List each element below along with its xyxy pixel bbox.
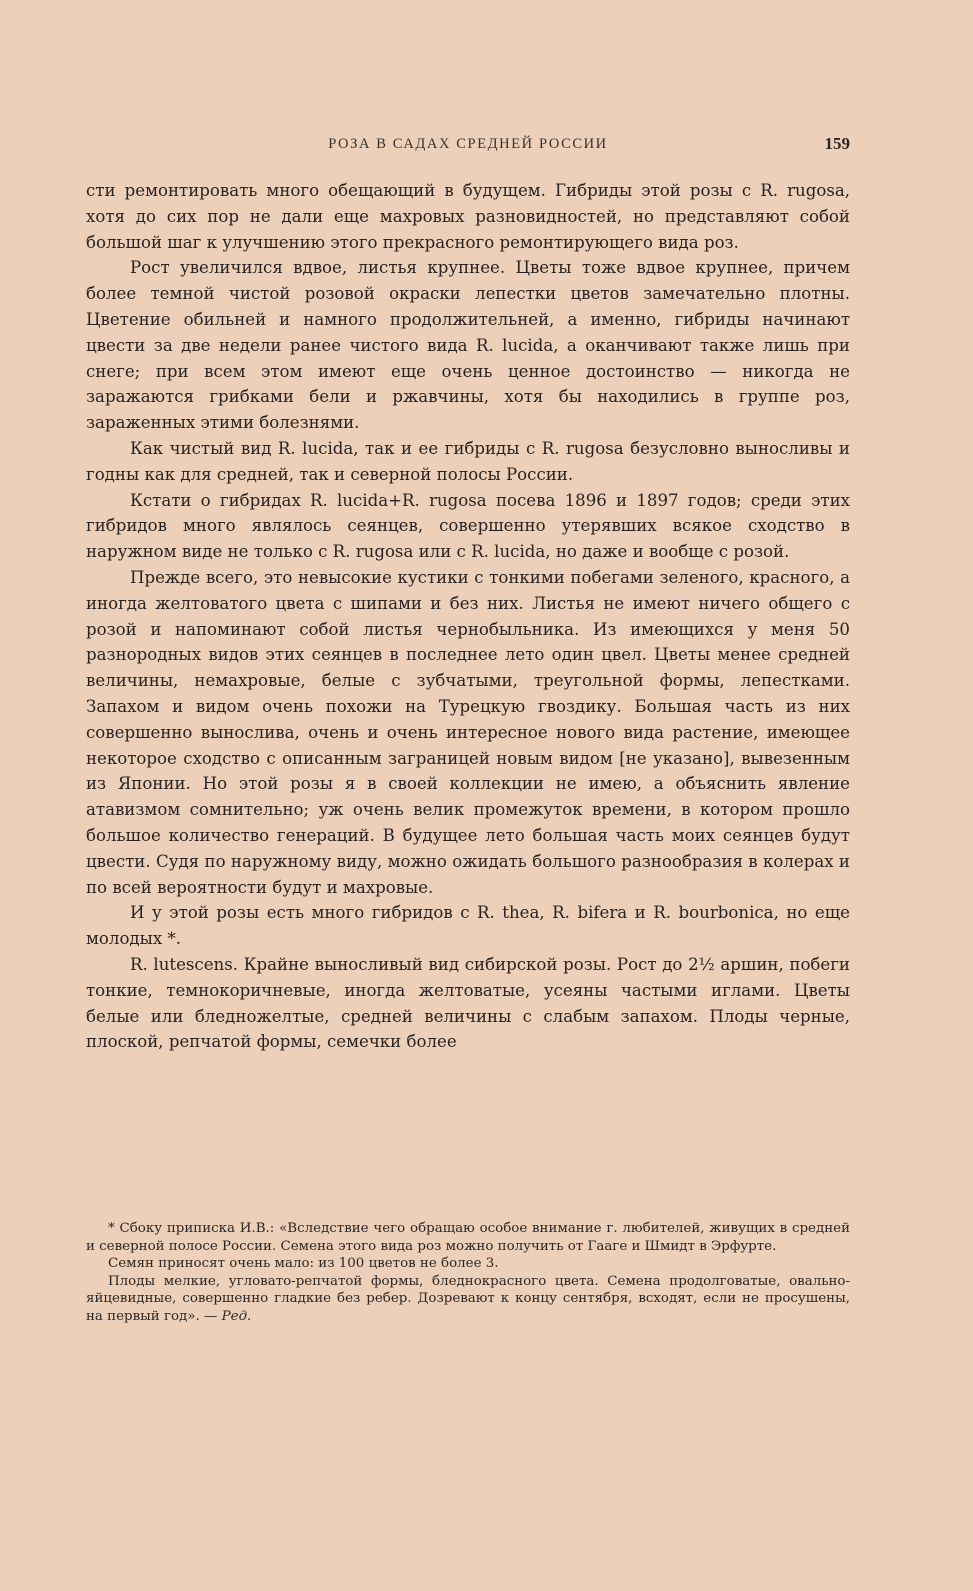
footnotes: [86, 1220, 850, 1326]
running-head: [86, 134, 850, 156]
footnote: * Сбоку приписка И.В.: «Вследствие чего обращаю особое внимание г. любителей, живущих в средней и северной полосе России. Семена этого вида роз можно получить от Гааге и Шмидт в Эрфурте.: [86, 1221, 850, 1254]
paragraph: Как чистый вид R. lucida, так и ее гибриды с R. rugosa безусловно выносливы и годны как для средней, так и северной полосы России.: [86, 438, 850, 484]
paragraph: Прежде всего, это невысокие кустики с тонкими побегами зеленого, красного, а иногда желтоватого цвета с шипами и без них. Листья не имеют ничего общего с розой и напоминают собой листья чернобыльника. Из имеющихся у меня 50 разнородных видов этих сеянцев в последнее лето один цвел. Цветы менее средней величины, немахровые, белые с зубчатыми, треугольной формы, лепестками. Запахом и видом очень похожи на Турецкую гвоздику. Большая часть из них совершенно вынослива, очень и очень интересное нового вида растение, имеющее некоторое сходство с описанным заграницей новым видом [не указано], вывезенным из Японии. Но этой розы я в своей коллекции не имею, а объяснить явление атавизмом сомнительно; уж очень велик промежуток времени, в котором прошло большое количество генераций. В будущее лето большая часть моих сеянцев будут цвести. Судя по наружному виду, можно ожидать большого разнообразия в колерах и по всей вероятности будут и махровые.: [86, 567, 850, 897]
paragraph-continuation: сти ремонтировать много обещающий в будущем. Гибриды этой розы с R. rugosa, хотя до сих пор не дали еще махровых разновидностей, но представляют собой большой шаг к улучшению этого прекрасного ремонтирующего вида роз.: [86, 181, 850, 252]
paragraph: Кстати о гибридах R. lucida+R. rugosa посева 1896 и 1897 годов; среди этих гибридов много являлось сеянцев, совершенно утерявших всякое сходство в наружном виде не только с R. rugosa или с R. lucida, но даже и вообще с розой.: [86, 490, 850, 562]
footnote: Семян приносят очень мало: из 100 цветов не более 3.: [108, 1256, 499, 1272]
footnote: [86, 1273, 850, 1326]
paragraph: И у этой розы есть много гибридов с R. thea, R. bifera и R. bourbonica, но еще молодых *.: [86, 903, 850, 949]
paragraph: R. lutescens. Крайне выносливый вид сибирской розы. Рост до 2½ аршин, побеги тонкие, темнокоричневые, иногда желтоватые, усеяны частыми иглами. Цветы белые или бледножелтые, средней величины с слабым запахом. Плоды черные, плоской, репчатой формы, семечки более: [86, 954, 850, 1052]
editor-ref: Ред.: [221, 1308, 252, 1324]
running-title: РОЗА В САДАХ СРЕДНЕЙ РОССИИ: [328, 136, 608, 152]
page-number: 159: [824, 134, 850, 153]
body-text: [86, 178, 850, 1055]
footnote-text: Плоды мелкие, угловато-репчатой формы, бледнокрасного цвета. Семена продолговатые, овально-яйцевидные, совершенно гладкие без ребер. Дозревают к концу сентября, всходят, если не просушены, на первый год». —: [86, 1273, 850, 1324]
paragraph: Рост увеличился вдвое, листья крупнее. Цветы тоже вдвое крупнее, причем более темной чистой розовой окраски лепестки цветов замечательно плотны. Цветение обильней и намного продолжительней, а именно, гибриды начинают цвести за две недели ранее чистого вида R. lucida, а оканчивают также лишь при снеге; при всем этом имеют еще очень ценное достоинство — никогда не заражаются грибками бели и ржавчины, хотя бы находились в группе роз, зараженных этими болезнями.: [86, 258, 850, 433]
